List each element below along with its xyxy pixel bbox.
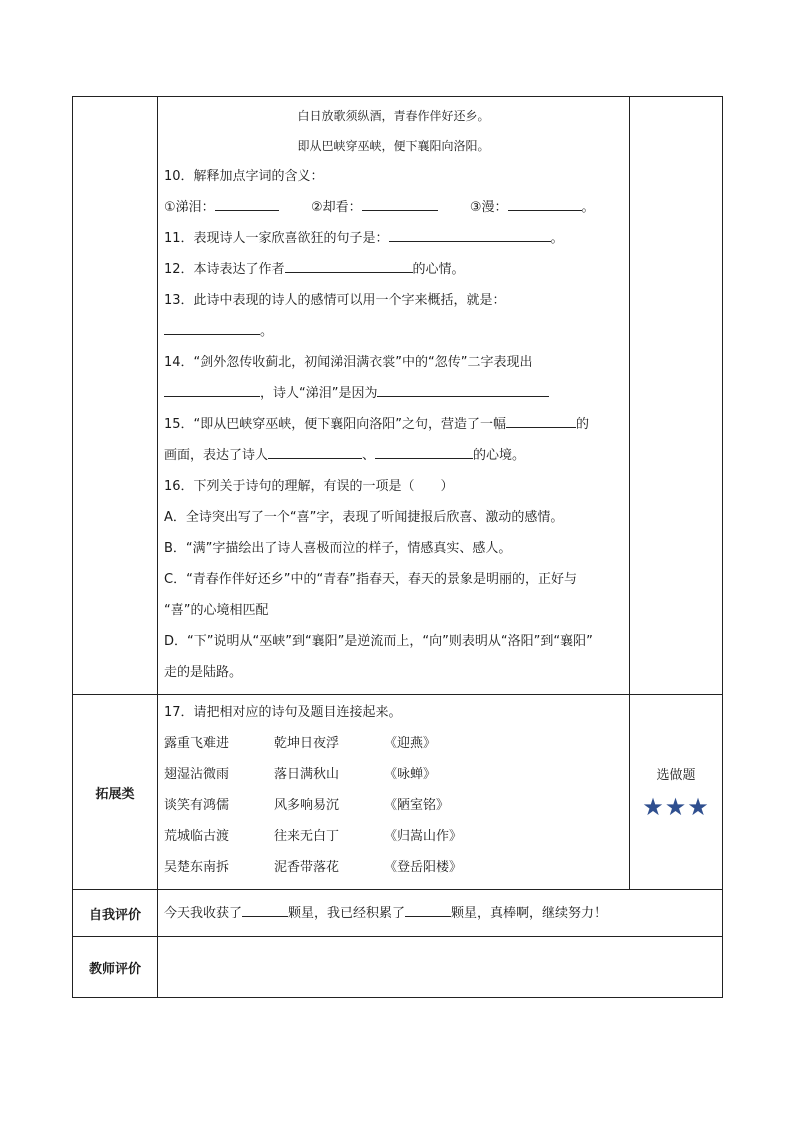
questions-cell [158, 97, 630, 695]
q16-option-d-cont: 走的是陆路。 [164, 665, 243, 680]
q15-sep: 、 [362, 448, 376, 463]
self-eval-label: 自我评价 [73, 890, 158, 937]
self-eval-row [73, 890, 723, 937]
match-title-2[interactable]: 《咏蝉》 [384, 767, 437, 782]
poem-line-1: 白日放歌须纵酒，青春作伴好还乡。 [297, 109, 490, 123]
self-eval-blank-2[interactable] [405, 902, 451, 917]
q13-answer-blank[interactable] [164, 320, 260, 335]
question-14-line-2 [164, 378, 629, 409]
match-left-2[interactable]: 翅湿沾微雨 [164, 767, 230, 782]
optional-cell [630, 695, 723, 890]
match-title-4[interactable]: 《归嵩山作》 [384, 829, 463, 844]
q14-answer-blank-1[interactable] [164, 382, 260, 397]
q14-answer-blank-2[interactable] [377, 382, 549, 397]
question-10-items [164, 192, 629, 223]
question-15-line-2 [164, 440, 629, 471]
match-title-1[interactable]: 《迎燕》 [384, 736, 437, 751]
question-16: 16．下列关于诗句的理解，有误的一项是（ ） [164, 479, 454, 494]
match-title-5[interactable]: 《登岳阳楼》 [384, 860, 463, 875]
q16-option-c-cont: “喜”的心境相匹配 [164, 603, 269, 618]
matching-grid [164, 728, 629, 883]
side-cell-empty [630, 97, 723, 695]
self-eval-mid: 颗星，我已经积累了 [288, 905, 406, 921]
self-eval-post: 颗星，真棒啊，继续努力！ [451, 905, 608, 921]
match-left-3[interactable]: 谈笑有鸿儒 [164, 798, 230, 813]
q12-pre: 12．本诗表达了作者 [164, 262, 285, 277]
match-left-1[interactable]: 露重飞难进 [164, 736, 230, 751]
q15-answer-blank-3[interactable] [375, 444, 473, 459]
q16-option-d[interactable]: D．“下”说明从“巫峡”到“襄阳”是逆流而上，“向”则表明从“洛阳”到“襄阳” [164, 634, 593, 649]
worksheet-table [72, 96, 723, 998]
question-15 [164, 409, 629, 440]
question-14: 14．“剑外忽传收蓟北，初闻涕泪满衣裳”中的“忽传”二字表现出 [164, 355, 533, 370]
match-left-4[interactable]: 荒城临古渡 [164, 829, 230, 844]
teacher-eval-label: 教师评价 [73, 937, 158, 998]
category-label-extension: 拓展类 [73, 695, 158, 890]
teacher-eval-cell[interactable] [158, 937, 723, 998]
q15-answer-blank-2[interactable] [268, 444, 362, 459]
question-12 [164, 254, 629, 285]
question-10: 10．解释加点字词的含义： [164, 169, 324, 184]
q16-option-c[interactable]: C．“青春作伴好还乡”中的“青春”指春天，春天的景象是明丽的，正好与 [164, 572, 578, 587]
q15-line2-post: 的心境。 [473, 448, 526, 463]
q10-answer-blank-2[interactable] [362, 196, 438, 211]
question-13-answer [164, 316, 629, 347]
teacher-eval-row [73, 937, 723, 998]
match-mid-1[interactable]: 乾坤日夜浮 [274, 736, 340, 751]
question-13: 13．此诗中表现的诗人的感情可以用一个字来概括，就是： [164, 293, 506, 308]
star-rating-icon: ★★★ [642, 792, 710, 821]
self-eval-pre: 今天我收获了 [164, 905, 243, 921]
question-17: 17．请把相对应的诗句及题目连接起来。 [164, 705, 402, 720]
q15-pre: 15．“即从巴峡穿巫峡，便下襄阳向洛阳”之句，营造了一幅 [164, 417, 507, 432]
extension-row [73, 695, 723, 890]
match-title-3[interactable]: 《陋室铭》 [384, 798, 450, 813]
questions-row [73, 97, 723, 695]
q10-answer-blank-1[interactable] [215, 196, 279, 211]
q10-item-2-label: ②却看： [310, 200, 362, 215]
q10-item-1-label: ①涕泪： [164, 200, 215, 215]
match-mid-2[interactable]: 落日满秋山 [274, 767, 340, 782]
q15-line2-pre: 画面，表达了诗人 [164, 448, 269, 463]
q16-option-b[interactable]: B．“满”字描绘出了诗人喜极而泣的样子，情感真实、感人。 [164, 541, 512, 556]
q12-post: 的心情。 [412, 262, 465, 277]
self-eval-cell [158, 890, 723, 937]
q11-end: 。 [550, 231, 564, 246]
q16-option-a[interactable]: A．全诗突出写了一个“喜”字，表现了听闻捷报后欣喜、激动的感情。 [164, 510, 564, 525]
question-11 [164, 223, 629, 254]
q10-item-3-label: ③漫： [469, 200, 508, 215]
q10-end: 。 [581, 200, 595, 215]
self-eval-text [158, 898, 722, 929]
q12-answer-blank[interactable] [285, 258, 413, 273]
optional-label: 选做题 [656, 767, 696, 783]
q10-answer-blank-3[interactable] [508, 196, 582, 211]
extension-cell [158, 695, 630, 890]
q13-end: 。 [260, 324, 274, 339]
match-mid-4[interactable]: 往来无白丁 [274, 829, 340, 844]
match-left-5[interactable]: 吴楚东南拆 [164, 860, 230, 875]
q14-mid: ，诗人“涕泪”是因为 [260, 386, 378, 401]
q15-answer-blank-1[interactable] [506, 413, 576, 428]
q15-post: 的 [576, 417, 590, 432]
category-cell-empty [73, 97, 158, 695]
poem-line-2: 即从巴峡穿巫峡，便下襄阳向洛阳。 [297, 139, 490, 153]
self-eval-blank-1[interactable] [242, 902, 288, 917]
q11-text: 11．表现诗人一家欣喜欲狂的句子是： [164, 231, 389, 246]
match-mid-3[interactable]: 风多响易沉 [274, 798, 340, 813]
q11-answer-blank[interactable] [389, 227, 551, 242]
match-mid-5[interactable]: 泥香带落花 [274, 860, 340, 875]
